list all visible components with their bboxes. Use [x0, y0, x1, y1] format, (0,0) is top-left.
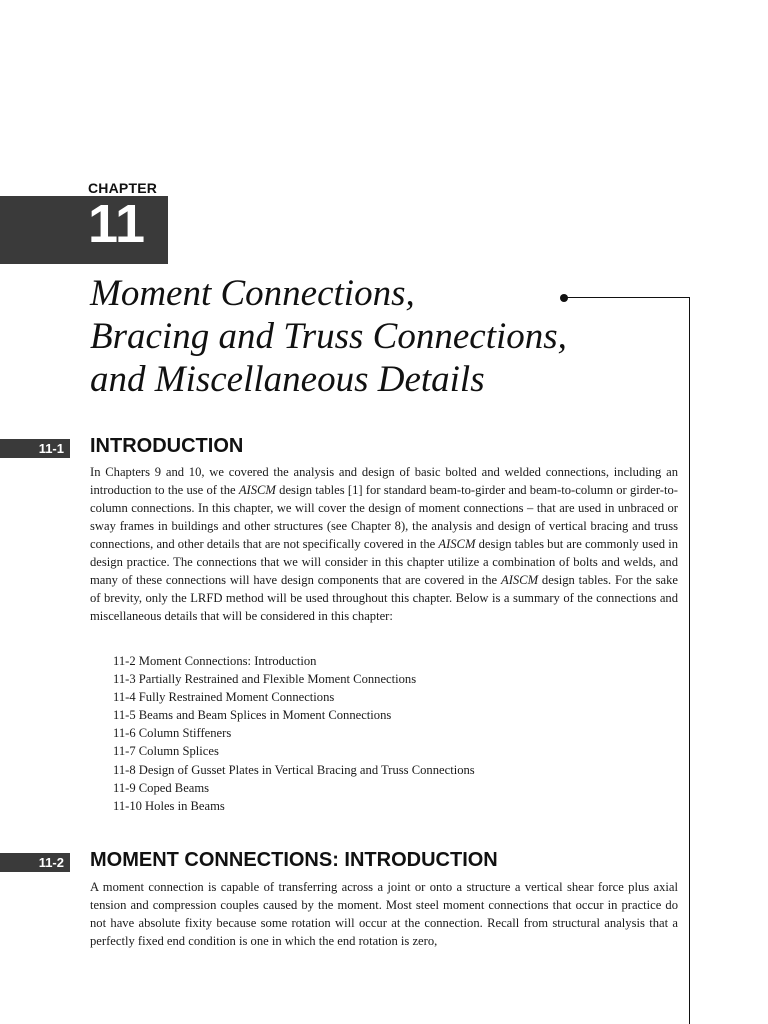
chapter-title-line: Bracing and Truss Connections, [90, 316, 567, 357]
chapter-contents-list [113, 652, 475, 815]
decorative-rule-horizontal [564, 297, 690, 298]
moment-connection-paragraph: A moment connection is capable of transferring across a joint or onto a structure a vertical shear force plus axial tension and compression couples caused by the moment. Most steel moment connections that occur in practice do not have absolute fixity because some rotation will occur at the connection. Recall from structural analysis that a perfectly fixed end condition is one in which the end rotation is zero, [90, 880, 678, 948]
list-item: 11-8 Design of Gusset Plates in Vertical Bracing and Truss Connections [113, 762, 475, 777]
list-item: 11-6 Column Stiffeners [113, 726, 232, 741]
section-paragraph [90, 463, 678, 625]
section-paragraph [90, 878, 678, 950]
chapter-title-line: Moment Connections, [90, 273, 415, 314]
chapter-label: CHAPTER [88, 180, 158, 196]
list-item: 11-10 Holes in Beams [113, 798, 225, 813]
list-item: 11-9 Coped Beams [113, 780, 210, 795]
section-heading: INTRODUCTION [90, 435, 244, 457]
decorative-rule-dot [560, 294, 568, 302]
list-item: 11-5 Beams and Beam Splices in Moment Connections [113, 708, 392, 723]
list-item: 11-2 Moment Connections: Introduction [113, 654, 317, 668]
intro-paragraph: In Chapters 9 and 10, we covered the analysis and design of basic bolted and welded connections, including an introduction to the use of the AISCM design tables [1] for standard beam-to-girder and beam-to-column or girder-to-column connections. In this chapter, we will cover the design of moment connections – that are used in unbraced or sway frames in buildings and other structures (see Chapter 8), the analysis and design of vertical bracing and truss connections, and other details that are not specifically covered in the AISCM design tables but are commonly used in design practice. The connections that we will consider in this chapter utilize a combination of bolts and welds, and many of these connections will have design components that are covered in the AISCM design tables. For the sake of brevity, only the LRFD method will be used throughout this chapter. Below is a summary of the connections and miscellaneous details that will be considered in this chapter: [90, 465, 679, 623]
emphasis-aiscm: AISCM [238, 483, 276, 497]
chapter-title [90, 272, 690, 401]
list-item: 11-7 Column Splices [113, 744, 219, 759]
section-tag [0, 439, 70, 458]
emphasis-aiscm: AISCM [501, 573, 539, 587]
section-tag [0, 853, 70, 872]
decorative-rule-vertical [689, 297, 690, 1024]
chapter-number: 11 [88, 194, 146, 254]
section-tag-label: 11-1 [38, 441, 64, 456]
section-tag-label: 11-2 [38, 855, 64, 870]
list-item: 11-4 Fully Restrained Moment Connections [113, 690, 335, 705]
emphasis-aiscm: AISCM [438, 537, 476, 551]
list-item: 11-3 Partially Restrained and Flexible Moment Connections [113, 672, 417, 687]
chapter-title-line: and Miscellaneous Details [90, 359, 485, 400]
section-heading: MOMENT CONNECTIONS: INTRODUCTION [90, 849, 498, 871]
